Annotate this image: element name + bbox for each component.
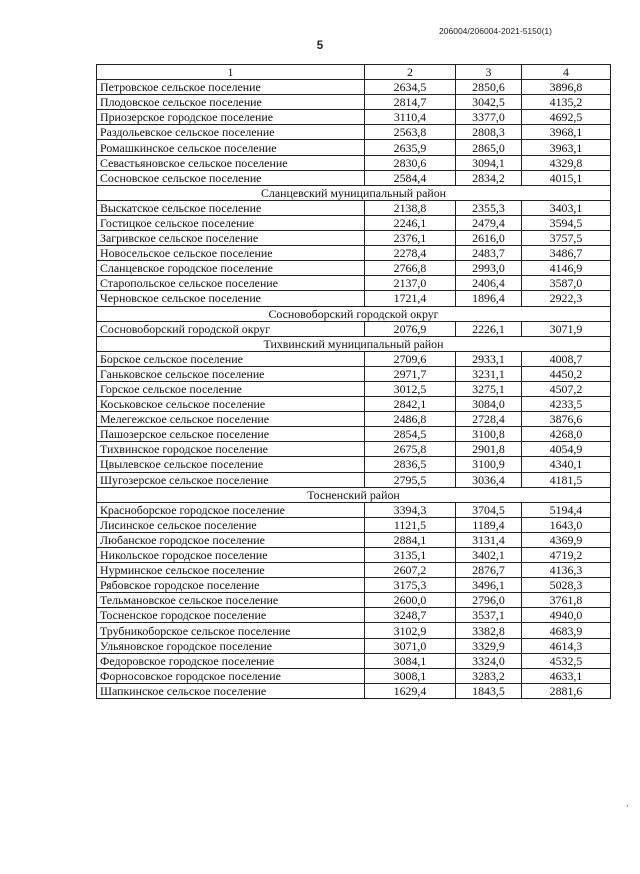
- value-cell: 2728,4: [456, 412, 522, 427]
- value-cell: 2486,8: [365, 412, 456, 427]
- value-cell: 4940,0: [522, 608, 611, 623]
- settlement-name: Тихвинское городское поселение: [97, 442, 365, 457]
- table-row: [97, 261, 611, 276]
- table-row: [97, 231, 611, 246]
- value-cell: 2836,5: [365, 457, 456, 472]
- value-cell: 3008,1: [365, 668, 456, 683]
- table-row: [97, 366, 611, 381]
- table-row: [97, 427, 611, 442]
- value-cell: 3175,3: [365, 578, 456, 593]
- value-cell: 3071,9: [522, 321, 611, 336]
- value-cell: 3329,9: [456, 638, 522, 653]
- table-row: [97, 472, 611, 487]
- section-title: Тосненский район: [97, 487, 611, 502]
- value-cell: 4692,5: [522, 110, 611, 125]
- settlement-name: Загривское сельское поселение: [97, 231, 365, 246]
- value-cell: 1121,5: [365, 517, 456, 532]
- table-row: [97, 276, 611, 291]
- value-cell: 3135,1: [365, 548, 456, 563]
- value-cell: 3248,7: [365, 608, 456, 623]
- settlement-name: Тельмановское сельское поселение: [97, 593, 365, 608]
- value-cell: 2563,8: [365, 125, 456, 140]
- value-cell: 4146,9: [522, 261, 611, 276]
- value-cell: 3231,1: [456, 366, 522, 381]
- table-row: [97, 246, 611, 261]
- table-row: [97, 170, 611, 185]
- settlement-name: Приозерское городское поселение: [97, 110, 365, 125]
- value-cell: 2076,9: [365, 321, 456, 336]
- value-cell: 2479,4: [456, 215, 522, 230]
- value-cell: 2901,8: [456, 442, 522, 457]
- value-cell: 2922,3: [522, 291, 611, 306]
- table-row: [97, 668, 611, 683]
- settlement-name: Федоровское городское поселение: [97, 653, 365, 668]
- table-row: [97, 321, 611, 336]
- value-cell: 3382,8: [456, 623, 522, 638]
- settlement-name: Ульяновское городское поселение: [97, 638, 365, 653]
- scan-mark: ,: [626, 798, 629, 808]
- table-row: [97, 215, 611, 230]
- section-title: Сосновоборский городской округ: [97, 306, 611, 321]
- value-cell: 2993,0: [456, 261, 522, 276]
- table-row: [97, 95, 611, 110]
- value-cell: 4683,9: [522, 623, 611, 638]
- settlement-name: Петровское сельское поселение: [97, 80, 365, 95]
- value-cell: 3084,0: [456, 397, 522, 412]
- settlement-name: Ромашкинское сельское поселение: [97, 140, 365, 155]
- value-cell: 2246,1: [365, 215, 456, 230]
- settlement-name: Любанское городское поселение: [97, 532, 365, 547]
- value-cell: 2278,4: [365, 246, 456, 261]
- column-header: 4: [522, 65, 611, 80]
- table-row: [97, 683, 611, 698]
- value-cell: 3486,7: [522, 246, 611, 261]
- value-cell: 3704,5: [456, 502, 522, 517]
- settlement-name: Старопольское сельское поселение: [97, 276, 365, 291]
- settlement-name: Рябовское городское поселение: [97, 578, 365, 593]
- table-row: [97, 623, 611, 638]
- value-cell: 2933,1: [456, 351, 522, 366]
- value-cell: 3110,4: [365, 110, 456, 125]
- value-cell: 2607,2: [365, 563, 456, 578]
- value-cell: 4008,7: [522, 351, 611, 366]
- value-cell: 2830,6: [365, 155, 456, 170]
- settlement-name: Пашозерское сельское поселение: [97, 427, 365, 442]
- section-title: Тихвинский муниципальный район: [97, 336, 611, 351]
- value-cell: 2616,0: [456, 231, 522, 246]
- value-cell: 4136,3: [522, 563, 611, 578]
- settlement-name: Раздольевское сельское поселение: [97, 125, 365, 140]
- document-id: 206004/206004-2021-5150(1): [439, 26, 552, 36]
- page-number: 5: [316, 40, 324, 52]
- settlement-name: Форносовское городское поселение: [97, 668, 365, 683]
- settlement-name: Коськовское сельское поселение: [97, 397, 365, 412]
- value-cell: 2971,7: [365, 366, 456, 381]
- value-cell: 3876,6: [522, 412, 611, 427]
- value-cell: 4369,9: [522, 532, 611, 547]
- column-header: 2: [365, 65, 456, 80]
- value-cell: 2814,7: [365, 95, 456, 110]
- table-row: [97, 608, 611, 623]
- value-cell: 3102,9: [365, 623, 456, 638]
- value-cell: 2709,6: [365, 351, 456, 366]
- settlement-name: Красноборское городское поселение: [97, 502, 365, 517]
- value-cell: 2850,6: [456, 80, 522, 95]
- settlement-name: Севастьяновское сельское поселение: [97, 155, 365, 170]
- value-cell: 4532,5: [522, 653, 611, 668]
- value-cell: 3377,0: [456, 110, 522, 125]
- settlement-name: Сосновоборский городской округ: [97, 321, 365, 336]
- table-row: [97, 351, 611, 366]
- value-cell: 2808,3: [456, 125, 522, 140]
- value-cell: 1896,4: [456, 291, 522, 306]
- value-cell: 4268,0: [522, 427, 611, 442]
- value-cell: 2842,1: [365, 397, 456, 412]
- table-row: [97, 653, 611, 668]
- settlement-name: Плодовское сельское поселение: [97, 95, 365, 110]
- settlement-name: Выскатское сельское поселение: [97, 200, 365, 215]
- settlement-name: Гостицкое сельское поселение: [97, 215, 365, 230]
- value-cell: 2584,4: [365, 170, 456, 185]
- settlement-name: Новосельское сельское поселение: [97, 246, 365, 261]
- value-cell: 4507,2: [522, 381, 611, 396]
- column-header: 1: [97, 65, 365, 80]
- settlement-name: Сланцевское городское поселение: [97, 261, 365, 276]
- table-row: [97, 517, 611, 532]
- value-cell: 4233,5: [522, 397, 611, 412]
- value-cell: 2854,5: [365, 427, 456, 442]
- value-cell: 4633,1: [522, 668, 611, 683]
- table-body: [97, 80, 611, 699]
- settlement-name: Сосновское сельское поселение: [97, 170, 365, 185]
- value-cell: 4450,2: [522, 366, 611, 381]
- value-cell: 3094,1: [456, 155, 522, 170]
- settlement-name: Лисинское сельское поселение: [97, 517, 365, 532]
- section-row: [97, 487, 611, 502]
- value-cell: 2876,7: [456, 563, 522, 578]
- table-row: [97, 578, 611, 593]
- table-row: [97, 155, 611, 170]
- value-cell: 3963,1: [522, 140, 611, 155]
- value-cell: 3968,1: [522, 125, 611, 140]
- table-row: [97, 593, 611, 608]
- value-cell: 2483,7: [456, 246, 522, 261]
- table-row: [97, 412, 611, 427]
- settlement-name: Шапкинское сельское поселение: [97, 683, 365, 698]
- value-cell: 3496,1: [456, 578, 522, 593]
- value-cell: 3275,1: [456, 381, 522, 396]
- table-row: [97, 638, 611, 653]
- table-row: [97, 110, 611, 125]
- settlement-name: Черновское сельское поселение: [97, 291, 365, 306]
- value-cell: 1629,4: [365, 683, 456, 698]
- section-row: [97, 336, 611, 351]
- value-cell: 2138,8: [365, 200, 456, 215]
- value-cell: 3036,4: [456, 472, 522, 487]
- settlement-name: Цвылевское сельское поселение: [97, 457, 365, 472]
- value-cell: 2834,2: [456, 170, 522, 185]
- settlement-name: Никольское городское поселение: [97, 548, 365, 563]
- value-cell: 3012,5: [365, 381, 456, 396]
- value-cell: 3283,2: [456, 668, 522, 683]
- value-cell: 2355,3: [456, 200, 522, 215]
- value-cell: 3761,8: [522, 593, 611, 608]
- table-row: [97, 125, 611, 140]
- value-cell: 5194,4: [522, 502, 611, 517]
- value-cell: 2865,0: [456, 140, 522, 155]
- value-cell: 2376,1: [365, 231, 456, 246]
- value-cell: 2406,4: [456, 276, 522, 291]
- value-cell: 4719,2: [522, 548, 611, 563]
- table-row: [97, 532, 611, 547]
- value-cell: 4329,8: [522, 155, 611, 170]
- value-cell: 2600,0: [365, 593, 456, 608]
- header-row: [97, 65, 611, 80]
- table-row: [97, 442, 611, 457]
- settlement-name: Ганьковское сельское поселение: [97, 366, 365, 381]
- value-cell: 4135,2: [522, 95, 611, 110]
- value-cell: 4054,9: [522, 442, 611, 457]
- section-row: [97, 306, 611, 321]
- value-cell: 1843,5: [456, 683, 522, 698]
- value-cell: 3071,0: [365, 638, 456, 653]
- table-row: [97, 200, 611, 215]
- table-row: [97, 548, 611, 563]
- value-cell: 3131,4: [456, 532, 522, 547]
- value-cell: 4181,5: [522, 472, 611, 487]
- settlement-name: Тосненское городское поселение: [97, 608, 365, 623]
- value-cell: 2884,1: [365, 532, 456, 547]
- settlement-name: Трубникоборское сельское поселение: [97, 623, 365, 638]
- settlement-name: Горское сельское поселение: [97, 381, 365, 396]
- settlement-name: Шугозерское сельское поселение: [97, 472, 365, 487]
- settlement-name: Мелегежское сельское поселение: [97, 412, 365, 427]
- value-cell: 2766,8: [365, 261, 456, 276]
- value-cell: 3403,1: [522, 200, 611, 215]
- value-cell: 1721,4: [365, 291, 456, 306]
- section-row: [97, 185, 611, 200]
- value-cell: 3042,5: [456, 95, 522, 110]
- value-cell: 2137,0: [365, 276, 456, 291]
- table-row: [97, 140, 611, 155]
- value-cell: 4614,3: [522, 638, 611, 653]
- section-title: Сланцевский муниципальный район: [97, 185, 611, 200]
- value-cell: 3084,1: [365, 653, 456, 668]
- value-cell: 2795,5: [365, 472, 456, 487]
- value-cell: 2226,1: [456, 321, 522, 336]
- table-row: [97, 80, 611, 95]
- value-cell: 3100,9: [456, 457, 522, 472]
- value-cell: 3587,0: [522, 276, 611, 291]
- value-cell: 3896,8: [522, 80, 611, 95]
- table-row: [97, 563, 611, 578]
- value-cell: 3100,8: [456, 427, 522, 442]
- table-row: [97, 502, 611, 517]
- value-cell: 3324,0: [456, 653, 522, 668]
- value-cell: 3537,1: [456, 608, 522, 623]
- column-header: 3: [456, 65, 522, 80]
- table-row: [97, 291, 611, 306]
- value-cell: 2796,0: [456, 593, 522, 608]
- value-cell: 4015,1: [522, 170, 611, 185]
- table-row: [97, 381, 611, 396]
- table-row: [97, 397, 611, 412]
- value-cell: 2634,5: [365, 80, 456, 95]
- table-row: [97, 457, 611, 472]
- value-cell: 1643,0: [522, 517, 611, 532]
- value-cell: 3402,1: [456, 548, 522, 563]
- value-cell: 3394,3: [365, 502, 456, 517]
- value-cell: 3594,5: [522, 215, 611, 230]
- value-cell: 1189,4: [456, 517, 522, 532]
- settlement-name: Борское сельское поселение: [97, 351, 365, 366]
- value-cell: 5028,3: [522, 578, 611, 593]
- value-cell: 2635,9: [365, 140, 456, 155]
- value-cell: 3757,5: [522, 231, 611, 246]
- data-table: [96, 64, 611, 699]
- value-cell: 2881,6: [522, 683, 611, 698]
- value-cell: 2675,8: [365, 442, 456, 457]
- value-cell: 4340,1: [522, 457, 611, 472]
- settlement-name: Нурминское сельское поселение: [97, 563, 365, 578]
